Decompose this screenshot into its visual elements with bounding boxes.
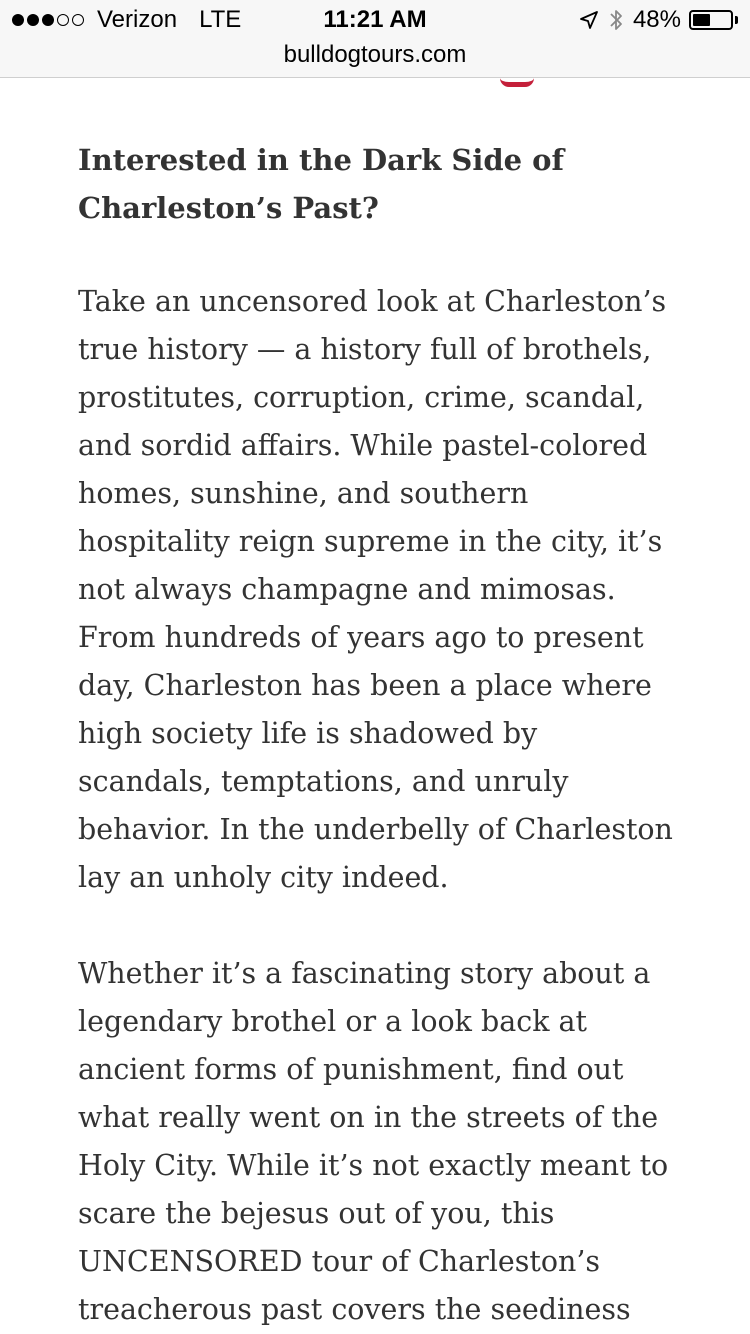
paragraph-intro: Take an uncensored look at Charleston’s true history — a history full of brothels, prostitutes, corruption, crime, scandal, and sordid affairs. While pastel-colored homes, sunshine, and southern hospitality reign supreme in the city, it’s not always champagne and mimosas. From hundreds of years ago to present day, Charleston has been a place where high society life is shadowed by scandals, temptations, and unruly behavior. In the underbelly of Charleston lay an unholy city indeed. (78, 285, 673, 894)
paragraph-details: Whether it’s a fascinating story about a legendary brothel or a look back at ancient forms of punishment, find out what really went on in the streets of the Holy City. While it’s not exactly meant to scare the bejesus out of you, this UNCENSORED tour of Charleston’s treacherous past covers the seediness (78, 957, 669, 1326)
address-bar[interactable] (0, 40, 750, 78)
battery-percent: 48% (632, 6, 681, 33)
carrier-name: Verizon (97, 6, 178, 33)
battery-cap (735, 16, 738, 24)
battery-level (693, 14, 710, 26)
location-arrow-icon (579, 10, 599, 30)
section-heading: Interested in the Dark Side of Charleston’s Past? (78, 143, 565, 225)
network-type: LTE (199, 6, 242, 33)
url-text[interactable]: bulldogtours.com (283, 41, 467, 68)
battery-icon (689, 10, 733, 30)
status-bar (0, 0, 750, 40)
bluetooth-icon (609, 8, 623, 32)
status-right-group (579, 6, 738, 34)
clock: 11:21 AM (323, 6, 427, 33)
partial-logo-glyph (500, 78, 534, 87)
